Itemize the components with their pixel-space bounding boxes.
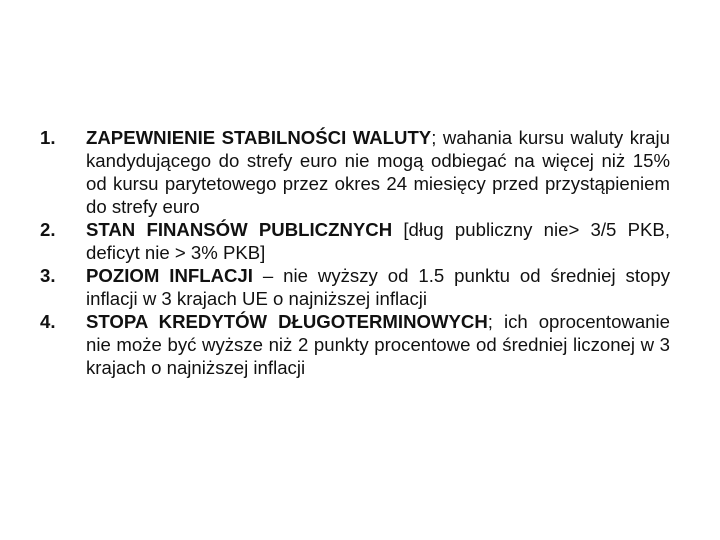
item-description: [dług publiczny nie> 3/5 PKB, deficyt nie > 3% PKB] [86,219,670,263]
item-number: 4. [40,311,56,332]
item-description: ; wahania kursu waluty kraju kandydującego do strefy euro nie mogą odbiegać na więcej niż 15% od kursu parytetowego przez okres 24 miesięcy przed przystąpieniem do strefy euro [86,127,670,217]
list-item [40,264,670,310]
item-number: 2. [40,219,56,240]
item-body [86,264,670,310]
item-title: POZIOM INFLACJI [86,265,253,286]
item-title: STAN FINANSÓW PUBLICZNYCH [86,219,393,240]
list-item [40,310,670,379]
convergence-criteria-list [40,126,670,379]
list-item [40,126,670,218]
item-body [86,126,670,218]
item-number: 1. [40,127,56,148]
item-description: ; ich oprocentowanie nie może być wyższe niż 2 punkty procentowe od średniej liczonej w 3 krajach o najniższej inflacji [86,311,670,378]
item-description: – nie wyższy od 1.5 punktu od średniej stopy inflacji w 3 krajach UE o najniższej inflacji [86,265,670,309]
item-title: ZAPEWNIENIE STABILNOŚCI WALUTY [86,127,432,148]
list-item [40,218,670,264]
item-number: 3. [40,265,56,286]
item-body [86,310,670,379]
item-title: STOPA KREDYTÓW DŁUGOTERMINOWYCH [86,311,488,332]
item-body [86,218,670,264]
